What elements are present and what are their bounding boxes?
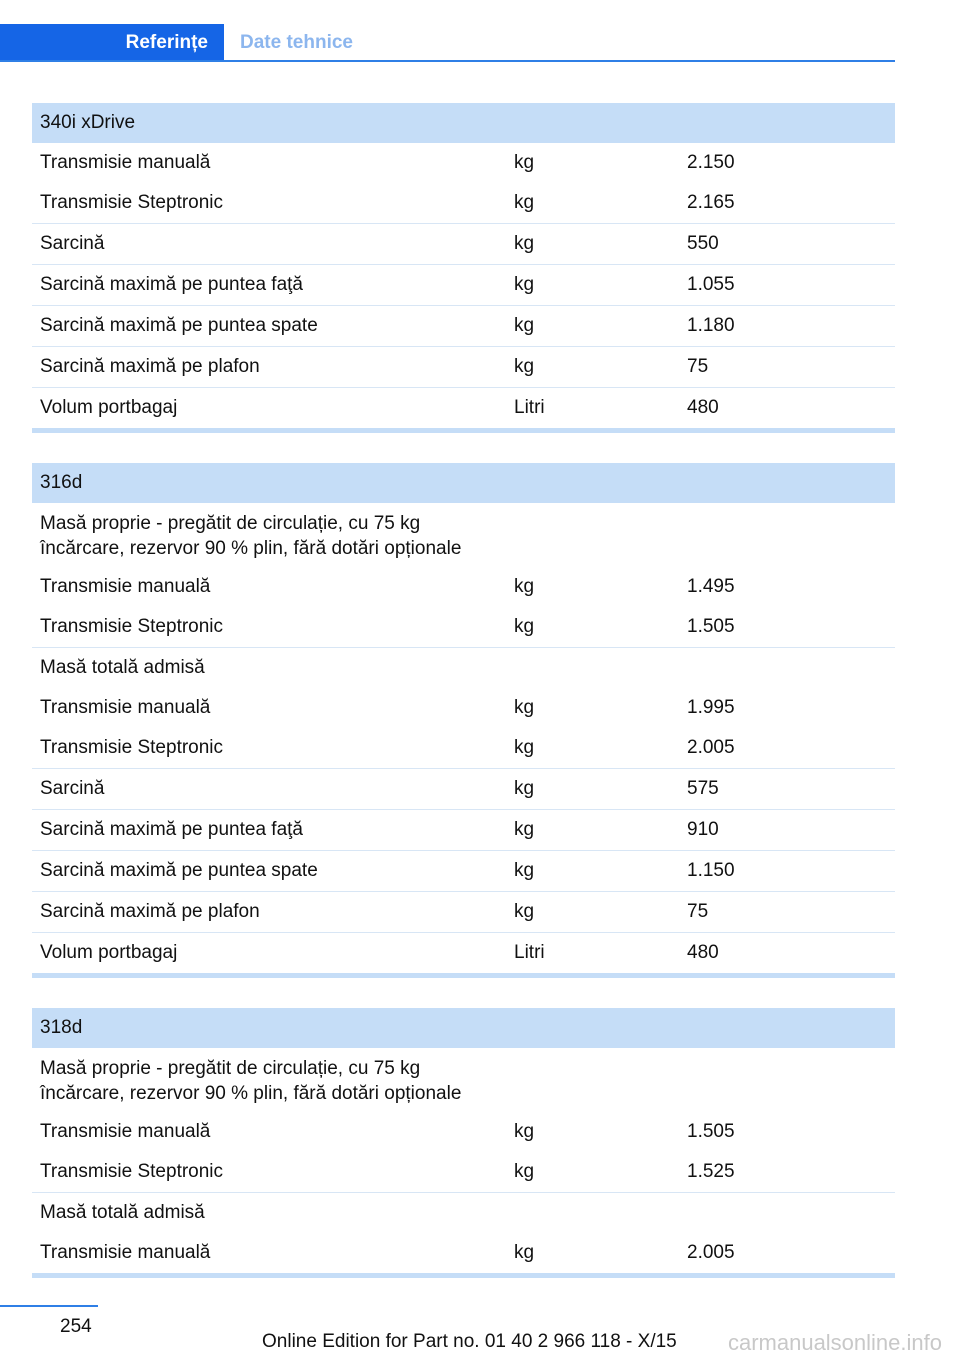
row-unit: kg (514, 819, 535, 840)
row-label: Masă totală admisă (40, 657, 205, 678)
row-label: Transmisie manuală (40, 576, 211, 597)
row-unit: kg (514, 860, 535, 881)
row-unit: kg (514, 152, 535, 173)
row-label: Volum portbagaj (40, 397, 178, 418)
spec-section (32, 103, 895, 433)
table-row (32, 932, 895, 973)
tab-technical-data[interactable]: Date tehnice (240, 32, 353, 53)
row-label: Sarcină maximă pe puntea faţă (40, 274, 303, 295)
table-row (32, 891, 895, 932)
row-unit: kg (514, 356, 535, 377)
table-row (32, 1233, 895, 1273)
table-row (32, 647, 895, 688)
row-unit: kg (514, 737, 535, 758)
section-bottom-rule (32, 973, 895, 978)
row-label: Sarcină (40, 778, 105, 799)
row-value: 1.505 (687, 616, 735, 637)
row-label: Transmisie manuală (40, 1242, 211, 1263)
row-unit: Litri (514, 397, 545, 418)
row-unit: kg (514, 576, 535, 597)
page-number-rule (0, 1305, 98, 1307)
row-value: 1.525 (687, 1161, 735, 1182)
row-unit: kg (514, 697, 535, 718)
row-label: Transmisie manuală (40, 697, 211, 718)
table-row (32, 387, 895, 428)
row-label: Sarcină maximă pe puntea faţă (40, 819, 303, 840)
row-label: Transmisie Steptronic (40, 616, 224, 637)
row-value: 480 (687, 397, 719, 418)
section-title: 340i xDrive (32, 103, 895, 143)
row-label: Volum portbagaj (40, 942, 178, 963)
header-divider (0, 60, 895, 62)
row-label: Transmisie manuală (40, 1121, 211, 1142)
row-value: 1.505 (687, 1121, 735, 1142)
page-number: 254 (60, 1316, 92, 1337)
row-value (679, 1056, 895, 1106)
watermark: carmanualsonline.info (727, 1330, 942, 1355)
row-value: 2.005 (687, 737, 735, 758)
tab-references[interactable]: Referințe (0, 24, 224, 62)
table-row (32, 1048, 895, 1112)
row-value: 2.165 (687, 192, 735, 213)
row-value: 1.995 (687, 697, 735, 718)
row-unit: kg (514, 616, 535, 637)
row-label: Masă proprie - pregătit de circulație, cu 75 kg încărcare, rezervor 90 % plin, fără dotări opționale (40, 513, 462, 559)
table-row (32, 143, 895, 183)
table-row (32, 223, 895, 264)
row-value: 550 (687, 233, 719, 254)
row-unit: kg (514, 315, 535, 336)
spec-tables (32, 103, 895, 1308)
section-title: 316d (32, 463, 895, 503)
table-row (32, 567, 895, 607)
row-value: 910 (687, 819, 719, 840)
table-row (32, 607, 895, 647)
row-label: Sarcină (40, 233, 105, 254)
row-label: Masă proprie - pregătit de circulație, cu 75 kg încărcare, rezervor 90 % plin, fără dotări opționale (40, 1058, 462, 1104)
section-bottom-rule (32, 428, 895, 433)
row-unit: kg (514, 233, 535, 254)
row-value: 1.180 (687, 315, 735, 336)
row-unit: kg (514, 901, 535, 922)
row-value: 575 (687, 778, 719, 799)
row-value: 2.005 (687, 1242, 735, 1263)
row-label: Masă totală admisă (40, 1202, 205, 1223)
table-row (32, 809, 895, 850)
edition-footer: Online Edition for Part no. 01 40 2 966 118 - X/15 (262, 1331, 677, 1352)
row-label: Sarcină maximă pe puntea spate (40, 860, 318, 881)
table-row (32, 1112, 895, 1152)
row-label: Transmisie Steptronic (40, 1161, 224, 1182)
row-label: Transmisie Steptronic (40, 192, 224, 213)
row-label: Sarcină maximă pe plafon (40, 356, 260, 377)
row-value: 480 (687, 942, 719, 963)
row-unit: kg (514, 274, 535, 295)
section-title: 318d (32, 1008, 895, 1048)
spec-section (32, 463, 895, 978)
table-row (32, 264, 895, 305)
row-unit (506, 1056, 679, 1106)
row-value: 2.150 (687, 152, 735, 173)
row-value: 1.495 (687, 576, 735, 597)
row-unit (506, 511, 679, 561)
row-unit: kg (514, 1161, 535, 1182)
table-row (32, 1192, 895, 1233)
page-header (0, 24, 895, 62)
row-label: Sarcină maximă pe puntea spate (40, 315, 318, 336)
table-row (32, 728, 895, 768)
row-value: 75 (687, 901, 709, 922)
row-unit: kg (514, 192, 535, 213)
table-row (32, 850, 895, 891)
table-row (32, 688, 895, 728)
table-row (32, 183, 895, 223)
table-row (32, 305, 895, 346)
row-unit: kg (514, 778, 535, 799)
row-value: 1.055 (687, 274, 735, 295)
row-value: 75 (687, 356, 709, 377)
row-unit: kg (514, 1242, 535, 1263)
row-value: 1.150 (687, 860, 735, 881)
row-label: Transmisie manuală (40, 152, 211, 173)
row-value (679, 511, 895, 561)
spec-section (32, 1008, 895, 1278)
row-unit: kg (514, 1121, 535, 1142)
table-row (32, 346, 895, 387)
table-row (32, 1152, 895, 1192)
table-row (32, 768, 895, 809)
row-label: Sarcină maximă pe plafon (40, 901, 260, 922)
table-row (32, 503, 895, 567)
row-unit: Litri (514, 942, 545, 963)
row-label: Transmisie Steptronic (40, 737, 224, 758)
section-bottom-rule (32, 1273, 895, 1278)
